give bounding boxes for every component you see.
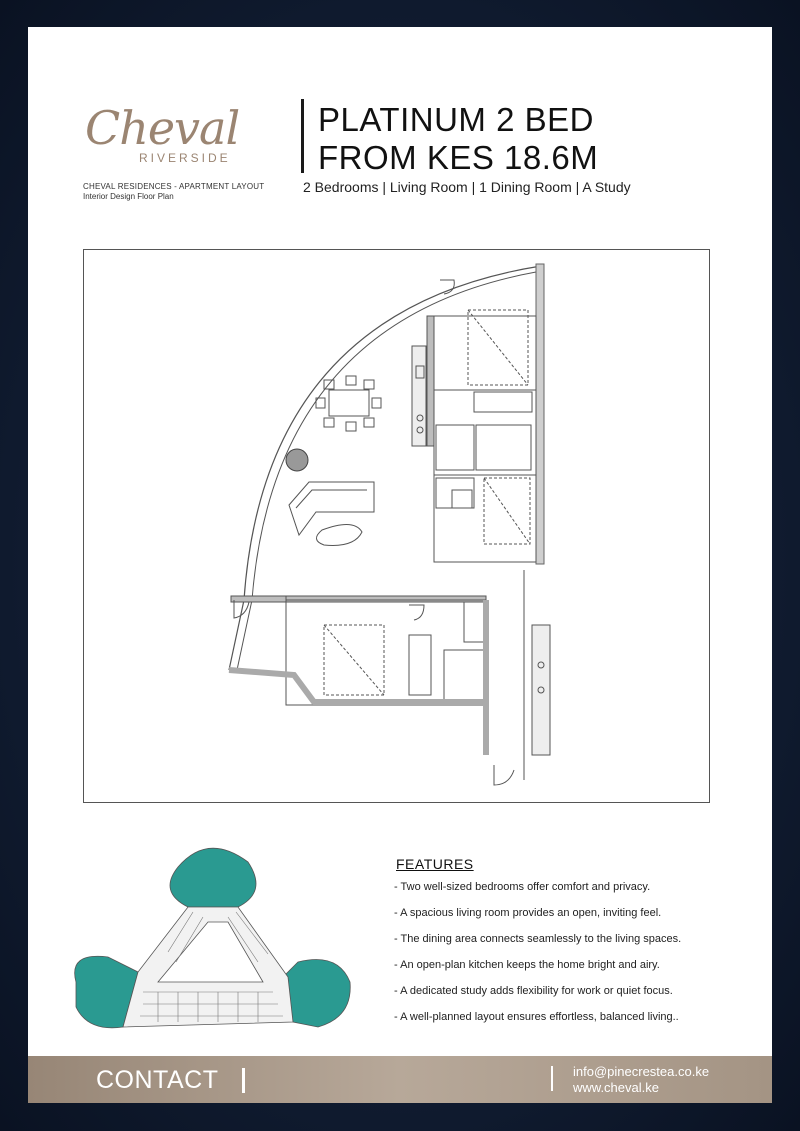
footer-divider (551, 1066, 553, 1091)
floor-plan (83, 249, 710, 803)
contact-label: CONTACT (96, 1066, 219, 1094)
layout-caption-sub: Interior Design Floor Plan (83, 192, 174, 201)
feature-item: - The dining area connects seamlessly to the living spaces. (394, 933, 682, 945)
feature-item: - An open-plan kitchen keeps the home bright and airy. (394, 959, 660, 971)
price-title: FROM KES 18.6M (318, 139, 599, 176)
logo-sub: RIVERSIDE (139, 151, 231, 165)
website-link[interactable]: www.cheval.ke (573, 1080, 659, 1095)
floor-plan-drawing (84, 250, 711, 804)
building-key-plan (68, 832, 358, 1047)
brochure-page (28, 27, 772, 1103)
logo-word: Cheval (85, 101, 240, 155)
features-heading: FEATURES (396, 856, 474, 872)
page-title: PLATINUM 2 BED (318, 101, 594, 138)
layout-caption: CHEVAL RESIDENCES - APARTMENT LAYOUT (83, 182, 265, 191)
contact-footer (28, 1056, 772, 1103)
feature-item: - Two well-sized bedrooms offer comfort and privacy. (394, 881, 651, 893)
cheval-logo (83, 101, 240, 165)
features-list (394, 880, 681, 1036)
feature-item: - A well-planned layout ensures effortless, balanced living.. (394, 1011, 679, 1023)
email-link[interactable]: info@pinecrestea.co.ke (573, 1064, 710, 1079)
feature-item: - A dedicated study adds flexibility for work or quiet focus. (394, 985, 673, 997)
title-divider (301, 99, 304, 173)
footer-divider (242, 1068, 245, 1093)
key-plan-drawing (68, 832, 358, 1042)
room-summary: 2 Bedrooms | Living Room | 1 Dining Room | A Study (303, 179, 631, 195)
feature-item: - A spacious living room provides an open, inviting feel. (394, 907, 662, 919)
